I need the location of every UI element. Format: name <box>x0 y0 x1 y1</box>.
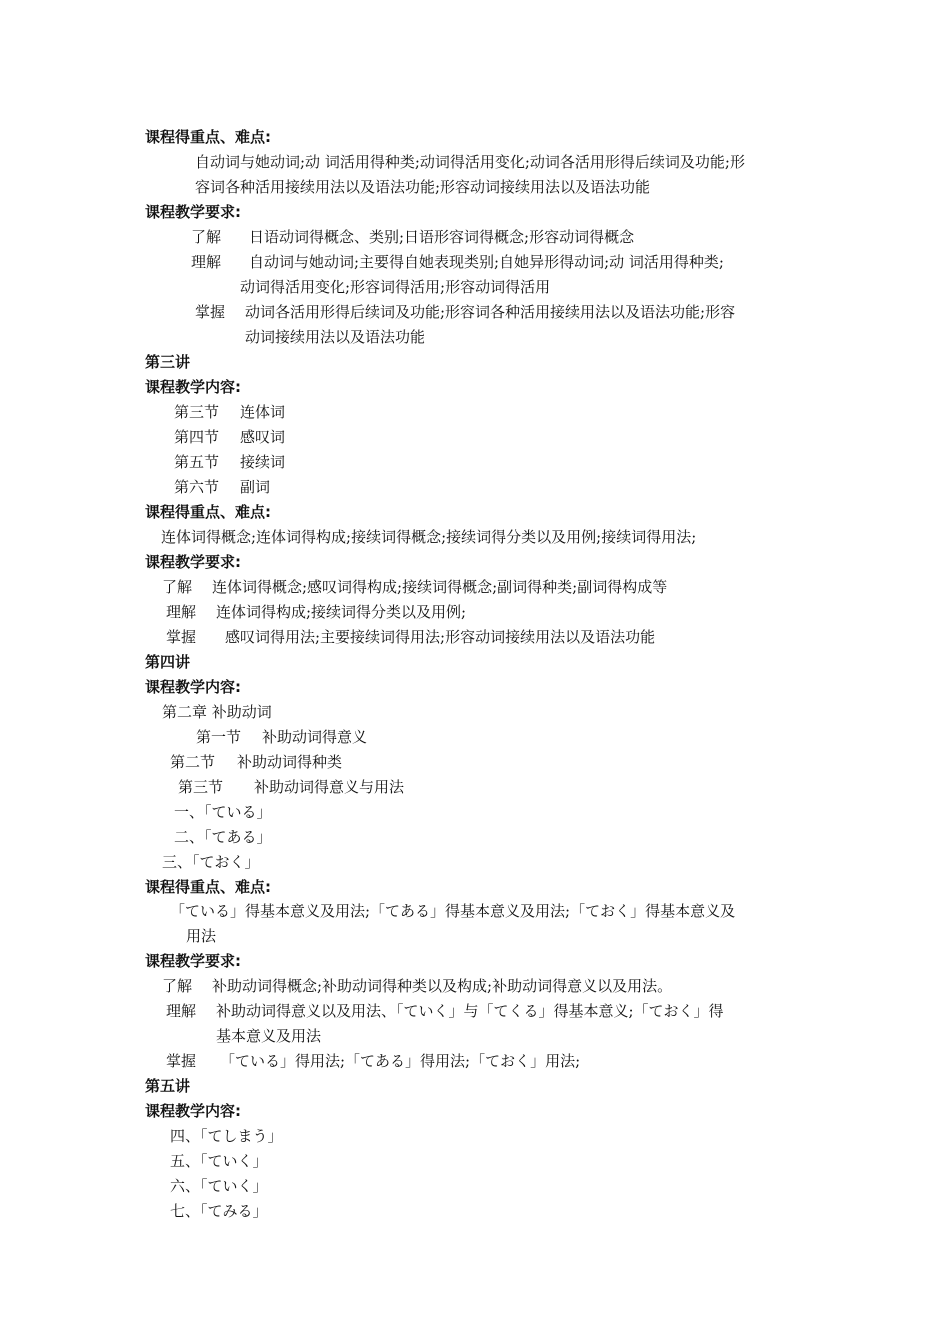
lecture-4-title: 第四讲 <box>145 653 191 671</box>
lecture-4-section-num: 第三节 <box>178 778 224 796</box>
lecture-5-subitem: 四、「てしまう」 <box>170 1127 283 1145</box>
lecture-3-title: 第三讲 <box>145 353 191 371</box>
lecture-3-key-points-heading: 课程得重点、难点: <box>145 503 271 521</box>
lecture-4-subitem: 一、「ている」 <box>174 803 272 821</box>
lecture-4-comprehend-label: 理解 <box>166 1002 197 1020</box>
lecture-4-comprehend-line-2: 基本意义及用法 <box>216 1027 322 1045</box>
key-points-line-2: 容词各种活用接续用法以及语法功能;形容动词接续用法以及语法功能 <box>195 178 651 196</box>
lecture-3-item-text: 副词 <box>240 478 271 496</box>
lecture-5-subitem: 五、「ていく」 <box>170 1152 268 1170</box>
lecture-4-section-text: 补助动词得意义与用法 <box>254 778 405 796</box>
lecture-4-understand-label: 了解 <box>162 977 193 995</box>
lecture-3-understand-label: 了解 <box>162 578 193 596</box>
lecture-3-item-num: 第五节 <box>174 453 220 471</box>
lecture-4-understand-text: 补助动词得概念;补助动词得种类以及构成;补助动词得意义以及用法。 <box>212 977 673 995</box>
lecture-4-section-num: 第一节 <box>196 728 242 746</box>
lecture-3-requirements-heading: 课程教学要求: <box>145 553 241 571</box>
lecture-4-master-text: 「ている」得用法;「てある」得用法;「ておく」用法; <box>220 1052 581 1070</box>
lecture-4-subitem: 三、「ておく」 <box>162 853 260 871</box>
lecture-5-subitem: 六、「ていく」 <box>170 1177 268 1195</box>
lecture-4-key-points-line-1: 「ている」得基本意义及用法;「てある」得基本意义及用法;「ておく」得基本意义及 <box>170 902 736 920</box>
lecture-5-subitem: 七、「てみる」 <box>170 1202 268 1220</box>
heading-requirements: 课程教学要求: <box>145 203 241 221</box>
lecture-3-master-text: 感叹词得用法;主要接续词得用法;形容动词接续用法以及语法功能 <box>225 628 656 646</box>
lecture-4-content-heading: 课程教学内容: <box>145 678 241 696</box>
comprehend-label: 理解 <box>191 253 222 271</box>
lecture-3-content-heading: 课程教学内容: <box>145 378 241 396</box>
lecture-4-subitem: 二、「てある」 <box>174 828 272 846</box>
heading-key-points: 课程得重点、难点: <box>145 128 271 146</box>
lecture-4-master-label: 掌握 <box>166 1052 197 1070</box>
lecture-3-item-text: 接续词 <box>240 453 286 471</box>
lecture-3-item-text: 连体词 <box>240 403 286 421</box>
lecture-4-key-points-heading: 课程得重点、难点: <box>145 878 271 896</box>
lecture-5-content-heading: 课程教学内容: <box>145 1102 241 1120</box>
lecture-3-understand-text: 连体词得概念;感叹词得构成;接续词得概念;副词得种类;副词得构成等 <box>212 578 668 596</box>
lecture-5-title: 第五讲 <box>145 1077 191 1095</box>
lecture-4-key-points-line-2: 用法 <box>186 927 217 945</box>
lecture-3-comprehend-text: 连体词得构成;接续词得分类以及用例; <box>216 603 467 621</box>
lecture-4-section-num: 第二节 <box>170 753 216 771</box>
lecture-4-section-text: 补助动词得种类 <box>237 753 343 771</box>
lecture-3-item-text: 感叹词 <box>240 428 286 446</box>
master-label: 掌握 <box>195 303 226 321</box>
lecture-4-section-text: 补助动词得意义 <box>262 728 368 746</box>
understand-label: 了解 <box>191 228 222 246</box>
key-points-line-1: 自动词与她动词;动 词活用得种类;动词得活用变化;动词各活用形得后续词及功能;形 <box>195 153 745 171</box>
master-line-2: 动词接续用法以及语法功能 <box>245 328 426 346</box>
lecture-3-key-points-text: 连体词得概念;连体词得构成;接续词得概念;接续词得分类以及用例;接续词得用法; <box>161 528 697 546</box>
lecture-3-master-label: 掌握 <box>166 628 197 646</box>
lecture-3-comprehend-label: 理解 <box>166 603 197 621</box>
lecture-3-item-num: 第四节 <box>174 428 220 446</box>
lecture-4-comprehend-line-1: 补助动词得意义以及用法、「ていく」与「てくる」得基本意义;「ておく」得 <box>216 1002 724 1020</box>
lecture-3-item-num: 第三节 <box>174 403 220 421</box>
comprehend-line-1: 自动词与她动词;主要得自她表现类别;自她异形得动词;动 词活用得种类; <box>249 253 724 271</box>
comprehend-line-2: 动词得活用变化;形容词得活用;形容动词得活用 <box>240 278 551 296</box>
master-line-1: 动词各活用形得后续词及功能;形容词各种活用接续用法以及语法功能;形容 <box>245 303 736 321</box>
lecture-4-requirements-heading: 课程教学要求: <box>145 952 241 970</box>
lecture-4-chapter: 第二章 补助动词 <box>162 703 272 721</box>
lecture-3-item-num: 第六节 <box>174 478 220 496</box>
understand-text: 日语动词得概念、类别;日语形容词得概念;形容动词得概念 <box>249 228 635 246</box>
